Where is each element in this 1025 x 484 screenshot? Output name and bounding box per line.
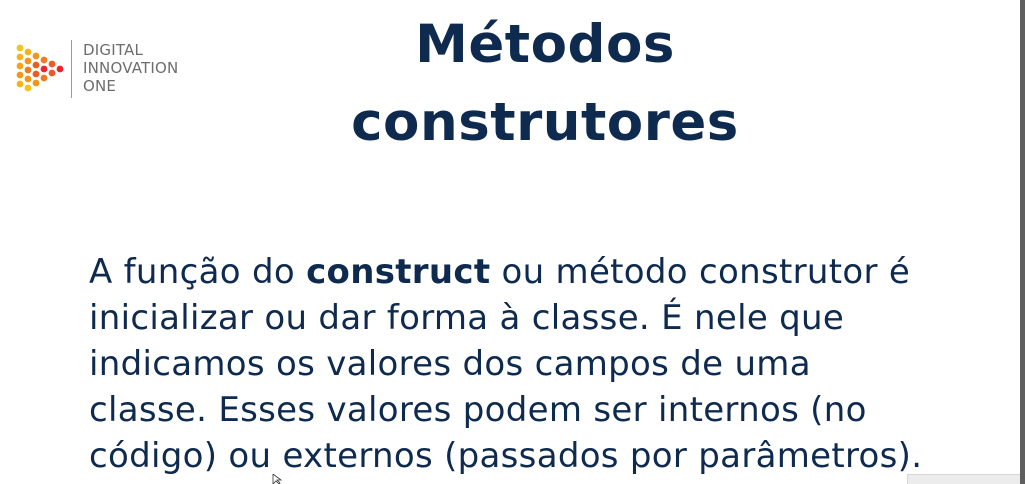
body-line-1 — [89, 249, 1009, 295]
title-line-2: construtores — [351, 92, 739, 153]
logo-hexagon-icon — [14, 40, 66, 98]
body-line-1-start: A função do — [89, 252, 307, 292]
title-line-1: Métodos — [415, 14, 675, 75]
body-line-3: indicamos os valores dos campos de uma — [89, 344, 811, 384]
logo-divider — [71, 40, 72, 98]
body-keyword-construct: construct — [306, 252, 491, 292]
slide-title — [330, 6, 760, 162]
logo-line-2: INNOVATION — [83, 59, 179, 77]
body-line-2: inicializar ou dar forma à classe. É nele que — [89, 298, 845, 338]
logo-line-1: DIGITAL — [83, 41, 144, 59]
mouse-cursor-icon — [272, 474, 282, 484]
body-line-1-end: ou método construtor é — [490, 252, 911, 292]
logo-wordmark — [83, 41, 178, 95]
slide-body — [89, 249, 1009, 479]
window-right-edge — [1020, 0, 1025, 484]
body-line-5: código) ou externos (passados por parâmetros). — [89, 436, 923, 476]
logo-line-3: ONE — [83, 77, 117, 95]
logo — [14, 40, 214, 102]
body-line-4: classe. Esses valores podem ser internos (no — [89, 390, 867, 430]
